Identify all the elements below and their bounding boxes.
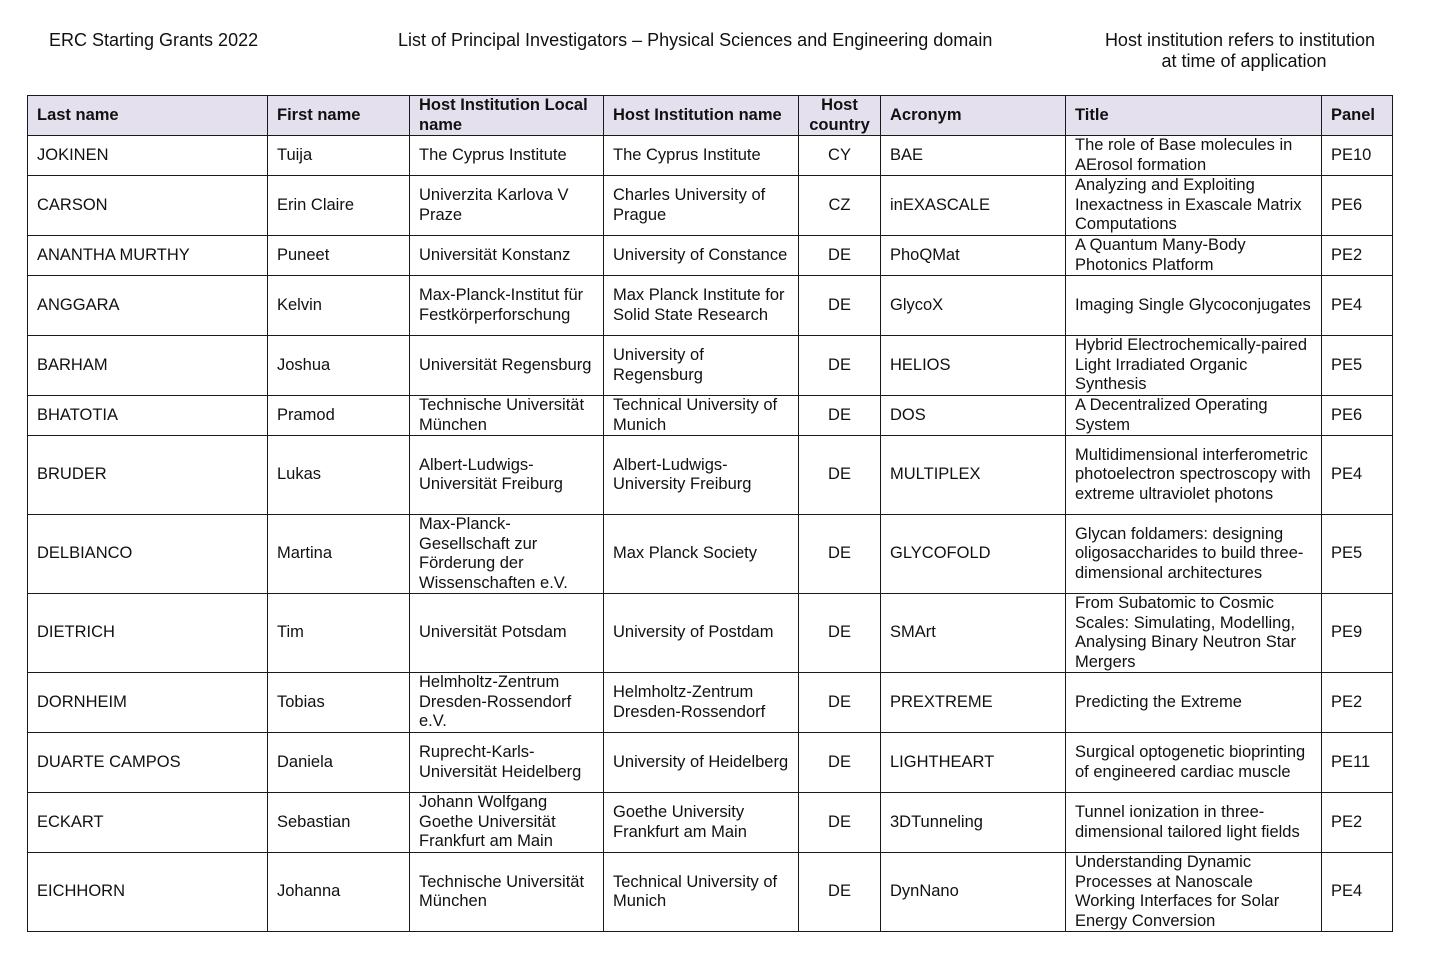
cell-last-name: BRUDER: [28, 436, 268, 515]
cell-first-name: Martina: [268, 515, 410, 594]
column-header-panel: Panel: [1322, 96, 1393, 136]
cell-last-name: DIETRICH: [28, 594, 268, 673]
document-subtitle: List of Principal Investigators – Physical Sciences and Engineering domain: [398, 30, 993, 50]
cell-acronym: DOS: [881, 396, 1066, 436]
cell-host-country: DE: [799, 733, 881, 793]
cell-first-name: Lukas: [268, 436, 410, 515]
host-note-line-1: Host institution refers to institution: [1104, 30, 1376, 50]
column-header-title: Title: [1066, 96, 1322, 136]
cell-last-name: JOKINEN: [28, 136, 268, 176]
table-row: [28, 594, 1393, 673]
cell-host-local-name: Ruprecht-Karls-Universität Heidelberg: [410, 733, 604, 793]
cell-host-name: Albert-Ludwigs-University Freiburg: [604, 436, 799, 515]
cell-title: From Subatomic to Cosmic Scales: Simulating, Modelling, Analysing Binary Neutron Star Mergers: [1066, 594, 1322, 673]
cell-acronym: GLYCOFOLD: [881, 515, 1066, 594]
host-institution-note: [1099, 30, 1389, 72]
cell-host-name: University of Heidelberg: [604, 733, 799, 793]
table-row: [28, 673, 1393, 733]
cell-first-name: Sebastian: [268, 793, 410, 853]
cell-first-name: Pramod: [268, 396, 410, 436]
table-row: [28, 276, 1393, 336]
cell-first-name: Joshua: [268, 336, 410, 396]
cell-acronym: GlycoX: [881, 276, 1066, 336]
cell-panel: PE4: [1322, 436, 1393, 515]
cell-host-name: Technical University of Munich: [604, 396, 799, 436]
column-header-host-local-name: Host Institution Local name: [410, 96, 604, 136]
column-header-host-name: Host Institution name: [604, 96, 799, 136]
table-row: [28, 396, 1393, 436]
cell-title: Multidimensional interferometric photoelectron spectroscopy with extreme ultraviolet photons: [1066, 436, 1322, 515]
table-row: [28, 515, 1393, 594]
cell-host-country: CY: [799, 136, 881, 176]
cell-title: Hybrid Electrochemically-paired Light Irradiated Organic Synthesis: [1066, 336, 1322, 396]
table-row: [28, 733, 1393, 793]
cell-host-local-name: Universität Konstanz: [410, 236, 604, 276]
cell-acronym: PREXTREME: [881, 673, 1066, 733]
cell-first-name: Tim: [268, 594, 410, 673]
cell-first-name: Erin Claire: [268, 176, 410, 236]
cell-first-name: Kelvin: [268, 276, 410, 336]
cell-title: Imaging Single Glycoconjugates: [1066, 276, 1322, 336]
cell-first-name: Tobias: [268, 673, 410, 733]
cell-host-name: Technical University of Munich: [604, 853, 799, 932]
cell-host-country: DE: [799, 853, 881, 932]
cell-first-name: Daniela: [268, 733, 410, 793]
cell-host-local-name: Universität Regensburg: [410, 336, 604, 396]
cell-host-local-name: Albert-Ludwigs-Universität Freiburg: [410, 436, 604, 515]
cell-last-name: DORNHEIM: [28, 673, 268, 733]
table-header-row: [28, 96, 1393, 136]
cell-host-local-name: Johann Wolfgang Goethe Universität Frankfurt am Main: [410, 793, 604, 853]
cell-acronym: DynNano: [881, 853, 1066, 932]
cell-host-country: CZ: [799, 176, 881, 236]
principal-investigators-table: [27, 95, 1393, 932]
cell-title: A Decentralized Operating System: [1066, 396, 1322, 436]
cell-host-country: DE: [799, 396, 881, 436]
cell-title: Tunnel ionization in three-dimensional tailored light fields: [1066, 793, 1322, 853]
cell-panel: PE10: [1322, 136, 1393, 176]
cell-title: A Quantum Many-Body Photonics Platform: [1066, 236, 1322, 276]
host-note-line-2: at time of application: [1161, 51, 1327, 71]
column-header-first-name: First name: [268, 96, 410, 136]
table-row: [28, 853, 1393, 932]
cell-last-name: DUARTE CAMPOS: [28, 733, 268, 793]
cell-host-local-name: Univerzita Karlova V Praze: [410, 176, 604, 236]
cell-acronym: HELIOS: [881, 336, 1066, 396]
cell-host-name: University of Postdam: [604, 594, 799, 673]
cell-host-local-name: The Cyprus Institute: [410, 136, 604, 176]
cell-host-name: Helmholtz-Zentrum Dresden-Rossendorf: [604, 673, 799, 733]
cell-panel: PE4: [1322, 276, 1393, 336]
table-row: [28, 136, 1393, 176]
cell-host-name: Goethe University Frankfurt am Main: [604, 793, 799, 853]
table-row: [28, 436, 1393, 515]
cell-host-name: Max Planck Institute for Solid State Research: [604, 276, 799, 336]
cell-title: Predicting the Extreme: [1066, 673, 1322, 733]
cell-acronym: MULTIPLEX: [881, 436, 1066, 515]
cell-last-name: ECKART: [28, 793, 268, 853]
cell-host-country: DE: [799, 594, 881, 673]
cell-host-country: DE: [799, 793, 881, 853]
cell-acronym: LIGHTHEART: [881, 733, 1066, 793]
cell-host-country: DE: [799, 276, 881, 336]
cell-panel: PE2: [1322, 673, 1393, 733]
table-row: [28, 236, 1393, 276]
cell-last-name: BHATOTIA: [28, 396, 268, 436]
cell-last-name: DELBIANCO: [28, 515, 268, 594]
cell-host-country: DE: [799, 673, 881, 733]
cell-host-name: The Cyprus Institute: [604, 136, 799, 176]
cell-title: The role of Base molecules in AErosol formation: [1066, 136, 1322, 176]
cell-title: Glycan foldamers: designing oligosaccharides to build three-dimensional architectures: [1066, 515, 1322, 594]
cell-acronym: 3DTunneling: [881, 793, 1066, 853]
cell-host-name: University of Regensburg: [604, 336, 799, 396]
cell-host-name: University of Constance: [604, 236, 799, 276]
cell-panel: PE4: [1322, 853, 1393, 932]
cell-host-name: Max Planck Society: [604, 515, 799, 594]
cell-last-name: ANANTHA MURTHY: [28, 236, 268, 276]
cell-host-local-name: Max-Planck-Institut für Festkörperforschung: [410, 276, 604, 336]
cell-host-country: DE: [799, 236, 881, 276]
cell-panel: PE6: [1322, 396, 1393, 436]
document-title: ERC Starting Grants 2022: [49, 30, 259, 50]
table-row: [28, 793, 1393, 853]
cell-panel: PE5: [1322, 336, 1393, 396]
table-row: [28, 176, 1393, 236]
cell-acronym: BAE: [881, 136, 1066, 176]
cell-first-name: Tuija: [268, 136, 410, 176]
cell-host-local-name: Max-Planck-Gesellschaft zur Förderung der Wissenschaften e.V.: [410, 515, 604, 594]
cell-panel: PE6: [1322, 176, 1393, 236]
cell-panel: PE11: [1322, 733, 1393, 793]
cell-host-local-name: Universität Potsdam: [410, 594, 604, 673]
cell-host-local-name: Technische Universität München: [410, 853, 604, 932]
cell-first-name: Puneet: [268, 236, 410, 276]
cell-panel: PE2: [1322, 793, 1393, 853]
cell-last-name: ANGGARA: [28, 276, 268, 336]
document-header: [0, 28, 1440, 78]
column-header-host-country: Host country: [799, 96, 881, 136]
cell-panel: PE5: [1322, 515, 1393, 594]
cell-acronym: SMArt: [881, 594, 1066, 673]
cell-title: Surgical optogenetic bioprinting of engineered cardiac muscle: [1066, 733, 1322, 793]
cell-last-name: BARHAM: [28, 336, 268, 396]
cell-host-local-name: Helmholtz-Zentrum Dresden-Rossendorf e.V.: [410, 673, 604, 733]
cell-acronym: PhoQMat: [881, 236, 1066, 276]
column-header-acronym: Acronym: [881, 96, 1066, 136]
cell-host-country: DE: [799, 336, 881, 396]
cell-panel: PE2: [1322, 236, 1393, 276]
table-row: [28, 336, 1393, 396]
cell-host-name: Charles University of Prague: [604, 176, 799, 236]
cell-last-name: EICHHORN: [28, 853, 268, 932]
cell-acronym: inEXASCALE: [881, 176, 1066, 236]
cell-panel: PE9: [1322, 594, 1393, 673]
column-header-last-name: Last name: [28, 96, 268, 136]
cell-title: Understanding Dynamic Processes at Nanoscale Working Interfaces for Solar Energy Conversion: [1066, 853, 1322, 932]
cell-host-country: DE: [799, 436, 881, 515]
cell-last-name: CARSON: [28, 176, 268, 236]
cell-title: Analyzing and Exploiting Inexactness in Exascale Matrix Computations: [1066, 176, 1322, 236]
cell-first-name: Johanna: [268, 853, 410, 932]
cell-host-local-name: Technische Universität München: [410, 396, 604, 436]
cell-host-country: DE: [799, 515, 881, 594]
